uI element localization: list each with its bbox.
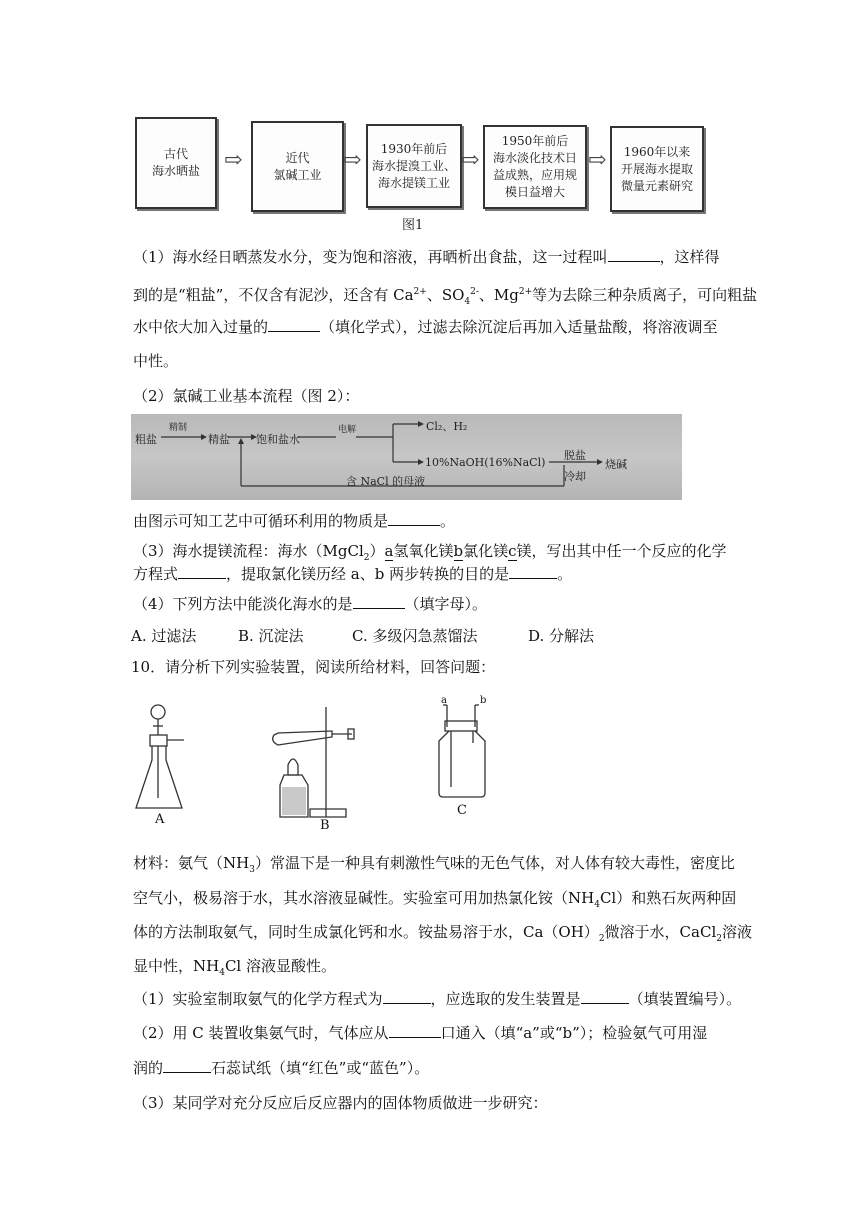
q3-text: ） [369,542,385,560]
subscript: 2 [363,553,370,563]
box-text: 氯碱工业 [273,167,322,182]
q1-text: ，这样得 [659,248,720,266]
box-text: 近代 [285,150,310,165]
material-text: 材料：氨气（NH [133,854,250,872]
q4-text: （填字母）。 [404,595,488,613]
q4-text: （4）下列方法中能淡化海水的是 [133,595,353,613]
arrow-right-icon: ⇨ [224,148,243,173]
subscript: 4 [219,968,225,978]
q3-text: 。 [557,565,573,583]
q2-text: 。 [440,512,456,530]
box-text: 海水提镁工业 [377,175,450,190]
superscript: 2+ [413,287,427,297]
box-text: 1950年前后 [501,134,569,148]
subscript: 4 [464,297,471,307]
material-line-1 [133,853,735,880]
answer-blank[interactable] [388,511,440,526]
flow-label-solution: 10%NaOH(16%NaCl) [425,456,546,469]
q1-text: 到的是“粗盐”，不仅含有泥沙，还含有 Ca [133,286,414,304]
q2-text: 由图示可知工艺中可循环利用的物质是 [133,512,389,530]
box-text: 1960年以来 [623,144,691,159]
q10-title [131,657,495,677]
q10-2-text: 口通入（填“a”或“b”）；检验氨气可用湿 [440,1024,708,1042]
flow-label-crude-salt: 粗盐 [135,433,157,446]
q3-text: 方程式 [133,565,179,583]
q3-text: 氢氧化镁 [393,542,454,560]
q1-line-4 [133,351,178,371]
answer-blank[interactable] [509,564,557,579]
box-text: 海水晒盐 [151,164,200,178]
apparatus-c-bottle [433,697,493,807]
q10-2-line-2 [133,1058,429,1078]
flow-label-refine: 精制 [169,423,188,433]
q1-text: 中性。 [133,352,179,370]
q2-text: （2）氯碱工业基本流程（图 2）： [133,387,360,405]
material-line-4 [133,956,336,983]
flow-label-saturated-brine: 饱和盐水 [256,433,300,446]
q10-1-text: ，应选取的发生装置是 [430,990,581,1008]
apparatus-label-c: C [457,803,467,818]
port-a-label: a [441,695,447,706]
answer-blank[interactable] [268,317,320,332]
apparatus-label-b: B [320,818,330,833]
q1-text: 水中依大加入过量的 [133,318,269,336]
q10-1-line [133,989,741,1009]
material-text: 空气小，极易溶于水，其水溶液显碱性。实验室可用加热氯化铵（NH [133,889,595,907]
subscript: 2 [598,934,605,944]
q1-text: 、Mg [478,286,519,304]
answer-blank[interactable] [353,594,405,609]
material-line-2 [133,888,736,915]
option-a[interactable]: A. 过滤法 [131,627,197,645]
q3-line-2 [133,564,572,584]
step-arrow-a: a [384,542,394,560]
q10-2-text: 石蕊试纸（填“红色”或“蓝色”）。 [211,1059,430,1077]
q10-text: 10．请分析下列实验装置，阅读所给材料，回答问题： [131,658,496,676]
q10-1-text: （填装置编号）。 [628,990,742,1008]
timeline-box-1960 [610,126,704,212]
q1-text: （填化学式），过滤去除沉淀后再加入适量盐酸，将溶液调至 [320,318,718,336]
q1-text: （1）海水经日晒蒸发水分，变为饱和溶液，再晒析出食盐，这一过程叫 [133,248,608,266]
q2-answer-line [133,511,455,531]
answer-blank[interactable] [581,989,629,1004]
box-text: 模日益增大 [504,185,565,199]
port-b-label: b [480,695,487,706]
flow-label-mother-liquor: 含 NaCl 的母液 [346,475,426,488]
box-text: 微量元素研究 [620,178,693,193]
superscript: 2+ [518,287,533,297]
material-text: 溶液 [721,923,752,941]
q10-2-line-1 [133,1023,707,1043]
material-text: ）常温下是一种具有刺激性气味的无色气体，对人体有较大毒性，密度比 [254,854,735,872]
q4-line [133,594,487,614]
material-text: 体的方法制取氨气，同时生成氯化钙和水。铵盐易溶于水，Ca（OH） [133,923,599,941]
q3-text: ，提取氯化镁历经 a、b 两步转换的目的是 [226,565,510,583]
q3-text: （3）海水提镁流程：海水（MgCl [133,542,364,560]
q3-text: 镁，写出其中任一个反应的化学 [516,542,727,560]
material-text: 微溶于水，CaCl [604,923,717,941]
timeline-box-ancient [135,117,217,209]
subscript: 4 [594,900,600,910]
q2-title [133,386,359,406]
chlor-alkali-flow-figure [131,414,682,500]
flow-label-desalt: 脱盐 [564,449,586,462]
box-text: 益成熟，应用规 [492,168,577,182]
flow-label-caustic-soda: 烧碱 [605,458,627,471]
q1-line-3 [133,317,718,337]
q1-line-2 [133,282,757,312]
arrow-right-icon: ⇨ [588,148,607,173]
superscript: 2- [470,287,479,297]
q1-line-1 [133,247,720,267]
material-text: Cl 溶液显酸性。 [224,957,336,975]
material-text: 显中性，NH [133,957,220,975]
arrow-right-icon: ⇨ [461,148,480,173]
box-text: 开展海水提取 [620,161,693,176]
q1-text: 等为去除三种杂质离子，可向粗盐 [532,286,758,304]
timeline-box-1950 [483,125,587,209]
box-text: 海水淡化技术日 [492,151,577,165]
subscript: 2 [716,934,722,944]
answer-blank[interactable] [389,1023,441,1038]
step-arrow-c: c [508,542,517,560]
answer-blank[interactable] [383,989,431,1004]
option-b[interactable]: B. 沉淀法 [238,627,304,645]
step-arrow-b: b [453,542,464,560]
figure-1-caption: 图1 [402,218,424,233]
q3-text: 氯化镁 [463,542,509,560]
subscript: 3 [249,865,255,875]
arrow-right-icon: ⇨ [343,148,362,173]
material-text: Cl）和熟石灰两种固 [599,889,737,907]
box-text: 海水提溴工业、 [371,158,456,173]
q10-2-text: 润的 [133,1059,164,1077]
q1-text: 、SO [426,286,465,304]
timeline-box-1930 [366,124,462,208]
apparatus-b-heating [266,705,366,825]
flow-label-electrolysis: 电解 [338,425,357,435]
answer-blank[interactable] [608,247,660,262]
q10-3-text: （3）某同学对充分反应后反应器内的固体物质做进一步研究： [133,1094,548,1112]
q10-2-text: （2）用 C 装置收集氨气时，气体应从 [133,1024,389,1042]
box-text: 古代 [163,147,188,161]
option-d[interactable]: D. 分解法 [528,627,595,645]
flow-label-gases: Cl₂、H₂ [426,420,468,433]
apparatus-label-a: A [155,812,165,827]
flow-label-cool: 冷却 [564,470,586,483]
box-text: 1930年前后 [380,141,448,156]
answer-blank[interactable] [163,1058,211,1073]
material-line-3 [133,922,752,949]
flow-label-refined-salt: 精盐 [208,433,230,446]
option-c[interactable]: C. 多级闪急蒸馏法 [352,627,478,645]
q10-3-line [133,1093,548,1113]
answer-blank[interactable] [178,564,226,579]
timeline-box-modern [251,121,344,212]
q10-1-text: （1）实验室制取氨气的化学方程式为 [133,990,383,1008]
